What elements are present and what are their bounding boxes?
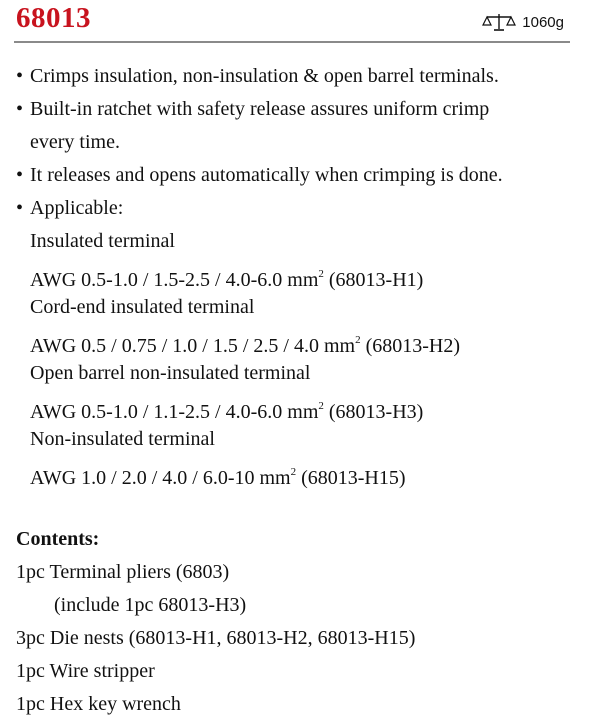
contents-section [16,523,596,721]
part-number: (68013-H2) [360,335,460,357]
contents-title: Contents: [16,528,100,550]
spec-text: AWG 0.5-1.0 / 1.1-2.5 / 4.0-6.0 mm [30,401,319,423]
feature-text: Crimps insulation, non-insulation & open barrel terminals. [30,65,499,87]
spec-text: AWG 1.0 / 2.0 / 4.0 / 6.0-10 mm [30,467,291,489]
scale-icon [482,12,516,32]
part-number: (68013-H1) [323,269,424,291]
contents-item: (include 1pc 68013-H3) [54,594,247,616]
weight-value: 1060g [522,13,564,31]
feature-item [16,93,596,126]
feature-list [16,60,596,489]
superscript: 2 [318,268,324,280]
terminal-spec [16,324,596,357]
feature-text: Applicable: [30,197,124,219]
model-number: 68013 [16,2,91,34]
feature-item [16,159,596,192]
terminal-spec [16,390,596,423]
superscript: 2 [318,400,324,412]
weight-info [482,12,564,32]
feature-continuation [16,126,596,159]
terminal-type: Insulated terminal [30,230,175,252]
feature-item [16,60,596,93]
superscript: 2 [290,466,297,478]
terminal-type: Cord-end insulated terminal [30,296,255,318]
terminal-type: Open barrel non-insulated terminal [30,362,311,384]
feature-text: every time. [30,131,120,153]
terminal-type: Non-insulated terminal [30,428,215,450]
part-number: (68013-H3) [323,401,424,423]
header-divider [14,41,570,43]
bullet: • [16,65,24,87]
part-number: (68013-H15) [296,467,406,489]
contents-item: 1pc Hex key wrench [16,693,181,715]
bullet: • [16,98,24,120]
terminal-spec [16,456,596,489]
contents-item: 1pc Wire stripper [16,660,155,682]
spec-text: AWG 0.5-1.0 / 1.5-2.5 / 4.0-6.0 mm [30,269,319,291]
contents-item: 1pc Terminal pliers (6803) [16,561,230,583]
header [0,0,600,46]
spec-text: AWG 0.5 / 0.75 / 1.0 / 1.5 / 2.5 / 4.0 mm [30,335,356,357]
terminal-spec [16,258,596,291]
contents-item: 3pc Die nests (68013-H1, 68013-H2, 68013-H15) [16,627,416,649]
feature-text: Built-in ratchet with safety release assures uniform crimp [30,98,490,120]
feature-text: It releases and opens automatically when crimping is done. [30,164,503,186]
superscript: 2 [355,334,361,346]
bullet: • [16,164,24,186]
bullet: • [16,197,24,219]
feature-item [16,192,596,225]
